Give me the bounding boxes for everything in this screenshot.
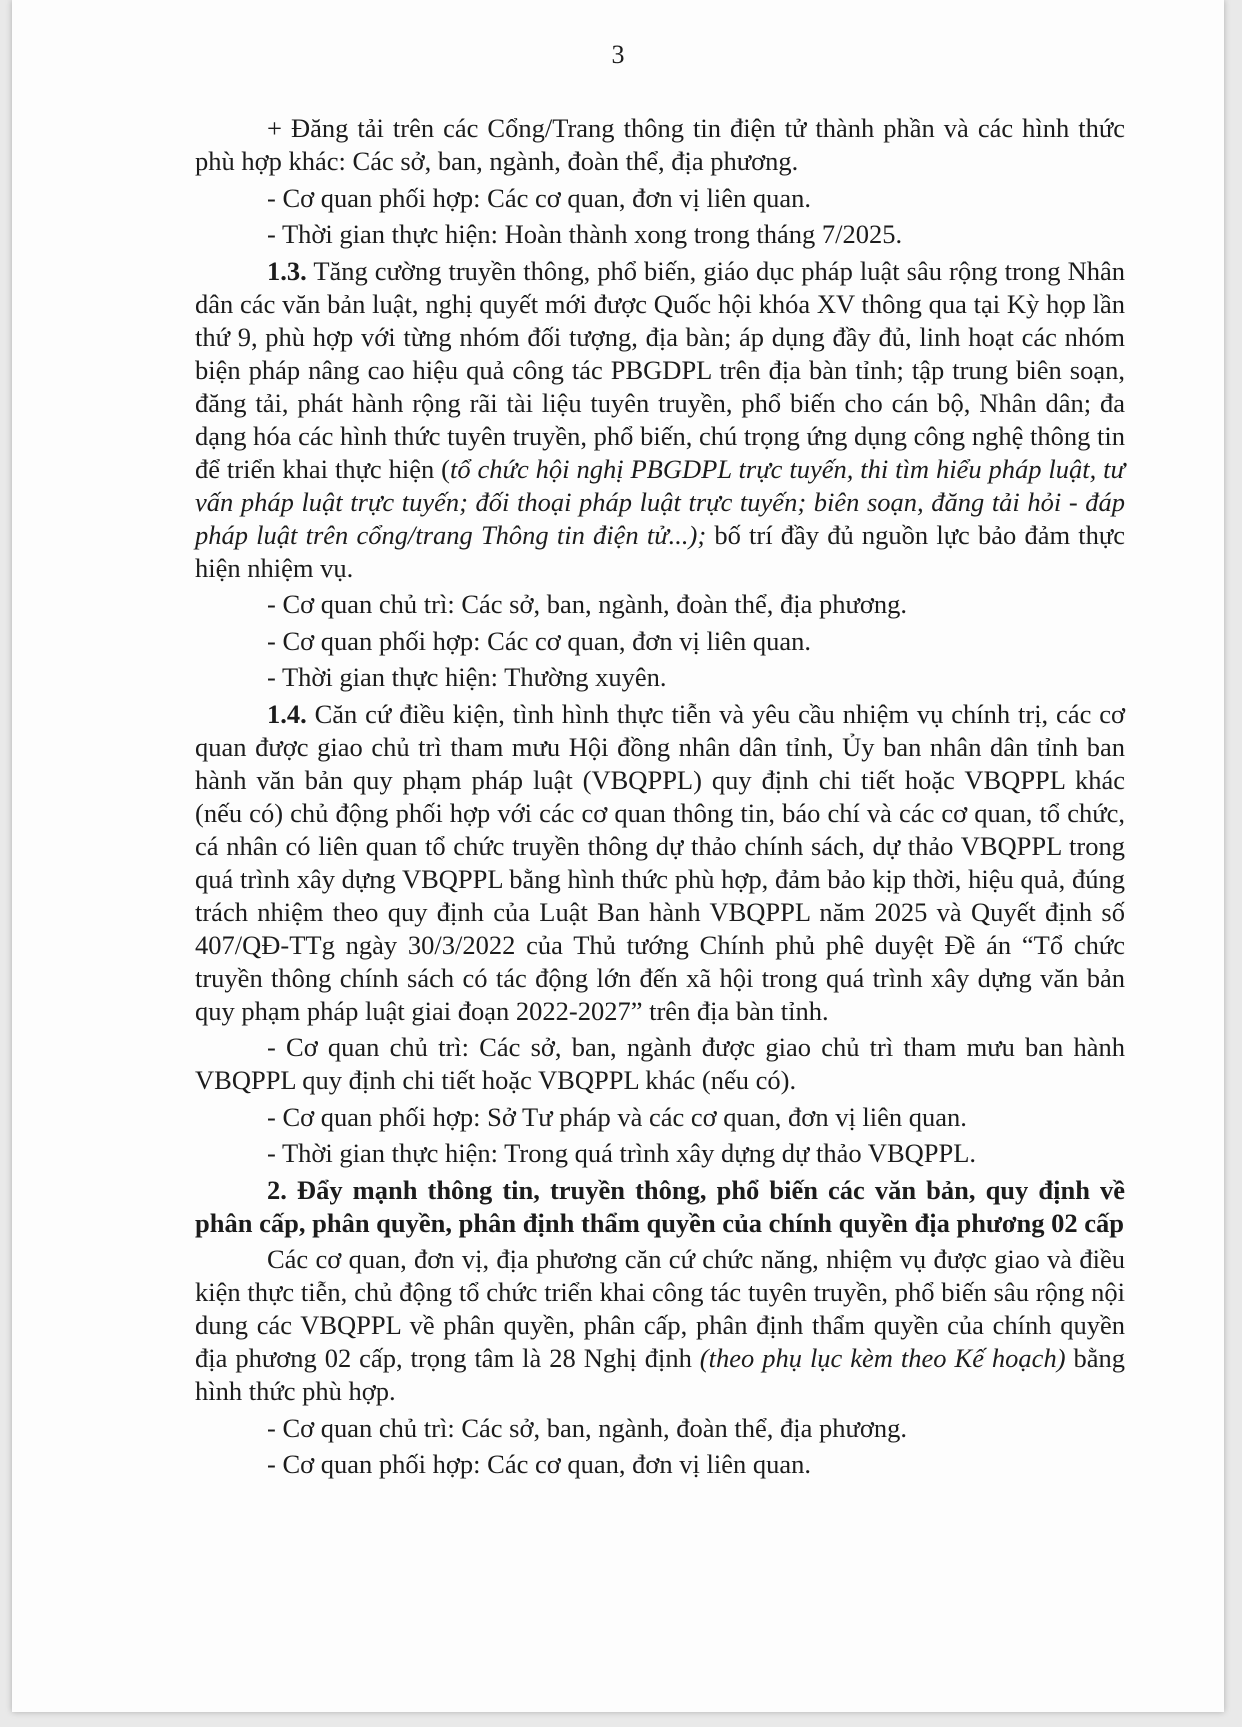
paragraph: - Cơ quan phối hợp: Các cơ quan, đơn vị liên quan.	[267, 625, 812, 656]
paragraph-italic-text: tổ chức hội nghị PBGDPL trực tuyến, thi tìm hiểu pháp luật, tư vấn pháp luật trực tuyến; đối thoại pháp luật trực tuyến; biên soạn, đăng tải hỏi - đáp pháp luật trên cổng/trang Thông tin điện tử...);	[195, 453, 1125, 550]
paragraph-text: Tăng cường truyền thông, phổ biến, giáo dục pháp luật sâu rộng trong Nhân dân các văn bản luật, nghị quyết mới được Quốc hội khóa XV thông qua tại Kỳ họp lần thứ 9, phù hợp với từng nhóm đối tượng, địa bàn; áp dụng đầy đủ, linh hoạt các nhóm biện pháp nâng cao hiệu quả công tác PBGDPL trên địa bàn tỉnh; tập trung biên soạn, đăng tải, phát hành rộng rãi tài liệu tuyên truyền, phổ biến cho cán bộ, Nhân dân; đa dạng hóa các hình thức tuyên truyền, phổ biến, chú trọng ứng dụng công nghệ thông tin để triển khai thực hiện (	[195, 255, 1125, 484]
document-body	[195, 112, 1125, 1485]
section-1-3-paragraph	[195, 255, 1125, 585]
paragraph: - Thời gian thực hiện: Hoàn thành xong trong tháng 7/2025.	[267, 219, 903, 249]
section-2-paragraph	[195, 1243, 1125, 1408]
section-number: 1.3.	[267, 255, 307, 286]
paragraph-text: bằng hình thức phù hợp.	[195, 1343, 1126, 1406]
paragraph: - Thời gian thực hiện: Thường xuyên.	[267, 662, 667, 692]
paragraph: - Cơ quan phối hợp: Các cơ quan, đơn vị liên quan.	[267, 1449, 812, 1479]
page-number: 3	[611, 40, 625, 69]
paragraph: - Cơ quan chủ trì: Các sở, ban, ngành, đoàn thể, địa phương.	[267, 1412, 908, 1443]
paragraph-text: Căn cứ điều kiện, tình hình thực tiễn và yêu cầu nhiệm vụ chính trị, các cơ quan được giao chủ trì tham mưu Hội đồng nhân dân tỉnh, Ủy ban nhân dân tỉnh ban hành văn bản quy phạm pháp luật (VBQPPL) quy định chi tiết hoặc VBQPPL khác (nếu có) chủ động phối hợp với các cơ quan thông tin, báo chí và các cơ quan, tổ chức, cá nhân có liên quan tổ chức truyền thông dự thảo chính sách, dự thảo VBQPPL trong quá trình xây dựng VBQPPL bằng hình thức phù hợp, đảm bảo kịp thời, hiệu quả, đúng trách nhiệm theo quy định của Luật Ban hành VBQPPL năm 2025 và Quyết định số 407/QĐ-TTg ngày 30/3/2022 của Thủ tướng Chính phủ phê duyệt Đề án “Tổ chức truyền thông chính sách có tác động lớn đến xã hội trong quá trình xây dựng văn bản quy phạm pháp luật giai đoạn 2022-2027” trên địa bàn tỉnh.	[195, 698, 1125, 1026]
paragraph: + Đăng tải trên các Cổng/Trang thông tin điện tử thành phần và các hình thức phù hợp khác: Các sở, ban, ngành, đoàn thể, địa phương.	[195, 113, 1125, 176]
paragraph: - Cơ quan phối hợp: Sở Tư pháp và các cơ quan, đơn vị liên quan.	[267, 1101, 967, 1132]
paragraph-text: Các cơ quan, đơn vị, địa phương căn cứ chức năng, nhiệm vụ được giao và điều kiện thực tiễn, chủ động tổ chức triển khai công tác tuyên truyền, phổ biến sâu rộng nội dung các VBQPPL về phân quyền, phân cấp, phân định thẩm quyền của chính quyền địa phương 02 cấp, trọng tâm là 28 Nghị định	[195, 1244, 1125, 1373]
paragraph: - Thời gian thực hiện: Trong quá trình xây dựng dự thảo VBQPPL.	[267, 1138, 977, 1168]
paragraph-italic-text: (theo phụ lục kèm theo Kế hoạch)	[699, 1343, 1066, 1373]
paragraph-text: bố trí đầy đủ nguồn lực bảo đảm thực hiện nhiệm vụ.	[195, 519, 1125, 583]
document-page	[12, 0, 1224, 1712]
paragraph: - Cơ quan chủ trì: Các sở, ban, ngành được giao chủ trì tham mưu ban hành VBQPPL quy định chi tiết hoặc VBQPPL khác (nếu có).	[195, 1032, 1125, 1095]
section-2-heading: 2. Đẩy mạnh thông tin, truyền thông, phổ biến các văn bản, quy định về phân cấp, phân quyền, phân định thẩm quyền của chính quyền địa phương 02 cấp	[195, 1174, 1125, 1238]
section-number: 1.4.	[267, 698, 307, 729]
section-1-4-paragraph	[195, 698, 1125, 1028]
paragraph: - Cơ quan phối hợp: Các cơ quan, đơn vị liên quan.	[267, 182, 812, 213]
paragraph: - Cơ quan chủ trì: Các sở, ban, ngành, đoàn thể, địa phương.	[267, 589, 908, 619]
